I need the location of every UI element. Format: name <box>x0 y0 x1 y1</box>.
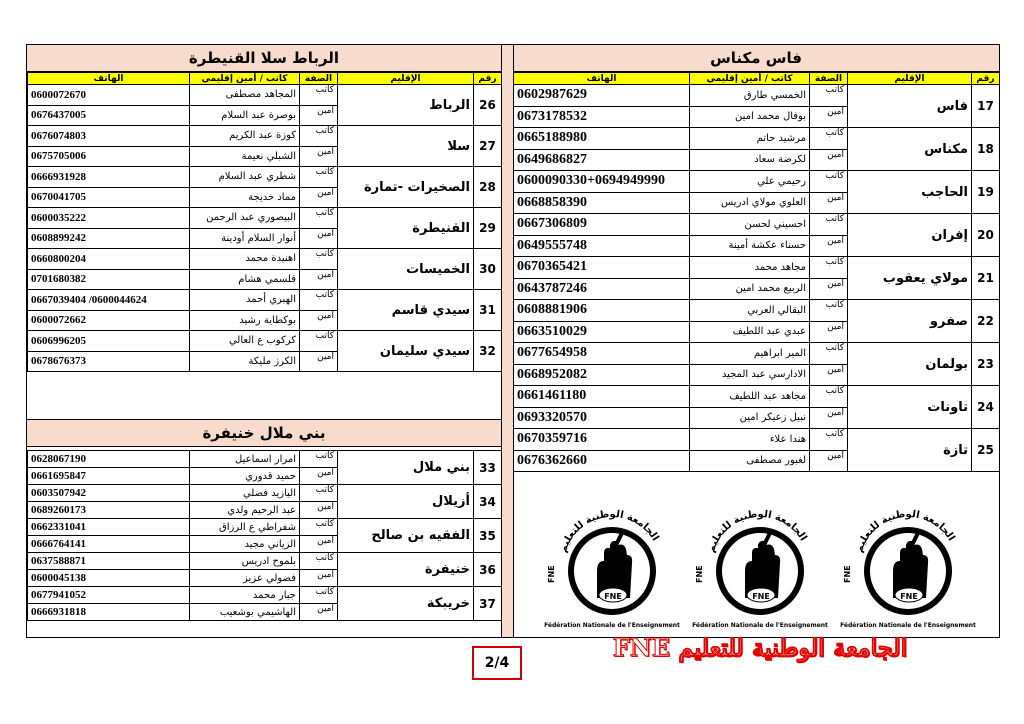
table-row <box>514 386 1000 408</box>
role-cell: كاتب <box>300 485 338 502</box>
region-name: بني ملال <box>338 451 474 485</box>
person-name: المير ابراهيم <box>690 343 810 365</box>
col-header-person: كاتب / أمين إقليمي <box>690 73 810 85</box>
phone-number: 0663510029 <box>514 321 690 343</box>
person-name: احسيني لحسن <box>690 214 810 236</box>
person-name: بوصرة عبد السلام <box>190 105 300 126</box>
fne-logo <box>690 503 830 633</box>
col-header-role: الصفة <box>300 73 338 85</box>
role-cell: كاتب <box>300 85 338 106</box>
logo-side-text: FNE <box>547 565 556 583</box>
table-row <box>28 553 502 570</box>
phone-number: 0666931928 <box>28 167 190 188</box>
role-cell: أمين <box>810 192 848 214</box>
person-name: نبيل زعيكر امين <box>690 407 810 429</box>
phone-number: 0649555748 <box>514 235 690 257</box>
phone-number: 0689260173 <box>28 502 190 519</box>
person-name: عبد الرحيم ولدي <box>190 502 300 519</box>
person-name: لكرضة سعاد <box>690 149 810 171</box>
role-cell: أمين <box>300 187 338 208</box>
role-cell: أمين <box>810 364 848 386</box>
table-row <box>28 167 502 188</box>
person-name: مجاهد عبد اللطيف <box>690 386 810 408</box>
region-number: 24 <box>972 386 1000 429</box>
person-name: الكرز مليكة <box>190 351 300 372</box>
region-number: 37 <box>474 587 502 621</box>
role-cell: أمين <box>300 468 338 485</box>
region-number: 23 <box>972 343 1000 386</box>
role-cell: أمين <box>810 450 848 472</box>
phone-number: 0666764141 <box>28 536 190 553</box>
phone-number: 0670365421 <box>514 257 690 279</box>
logo-bottom-text: Fédération Nationale de l'Enseignement <box>840 622 976 629</box>
role-cell: أمين <box>300 310 338 331</box>
region-name: بولمان <box>848 343 972 386</box>
role-cell: كاتب <box>300 290 338 311</box>
region-name: خنيفرة <box>338 553 474 587</box>
phone-number: 0677654958 <box>514 343 690 365</box>
region-name: أزيلال <box>338 485 474 519</box>
role-cell: كاتب <box>810 386 848 408</box>
phone-number: 0600072670 <box>28 85 190 106</box>
phone-number: 0668858390 <box>514 192 690 214</box>
role-cell: كاتب <box>810 171 848 193</box>
phone-number: 0606996205 <box>28 331 190 352</box>
col-header-region: الإقليم <box>848 73 972 85</box>
table-row <box>514 85 1000 107</box>
role-cell: كاتب <box>810 128 848 150</box>
phone-number: 0678676373 <box>28 351 190 372</box>
role-cell: أمين <box>300 351 338 372</box>
region-number: 34 <box>474 485 502 519</box>
logo-arc-text: الجامعة الوطنية للتعليم <box>705 508 809 555</box>
person-name: الادارسي عبد المجيد <box>690 364 810 386</box>
fne-logo <box>542 503 682 633</box>
region-name: الخميسات <box>338 249 474 290</box>
phone-number: 0660800204 <box>28 249 190 270</box>
person-name: بلموح ادريس <box>190 553 300 570</box>
role-cell: كاتب <box>300 519 338 536</box>
region-number: 28 <box>474 167 502 208</box>
region-number: 27 <box>474 126 502 167</box>
person-name: مرشيد حاتم <box>690 128 810 150</box>
role-cell: كاتب <box>810 429 848 451</box>
region-name: تاونات <box>848 386 972 429</box>
region-number: 20 <box>972 214 1000 257</box>
region-name: سيدي قاسم <box>338 290 474 331</box>
role-cell: أمين <box>810 106 848 128</box>
table-row <box>514 128 1000 150</box>
table-row <box>28 587 502 604</box>
role-cell: أمين <box>810 235 848 257</box>
table-row <box>514 257 1000 279</box>
role-cell: أمين <box>300 105 338 126</box>
person-name: رحيمي علي <box>690 171 810 193</box>
person-name: الخمسي طارق <box>690 85 810 107</box>
phone-number: 0662331041 <box>28 519 190 536</box>
person-name: جبار محمد <box>190 587 300 604</box>
fne-logo-graphic <box>690 503 830 633</box>
phone-number: 0666931818 <box>28 604 190 621</box>
person-name: شطري عبد السلام <box>190 167 300 188</box>
phone-number: 0649686827 <box>514 149 690 171</box>
region-name: القنيطرة <box>338 208 474 249</box>
role-cell: أمين <box>300 604 338 621</box>
phone-number: 0608899242 <box>28 228 190 249</box>
person-name: امرار اسماعيل <box>190 451 300 468</box>
person-name: البيصوري عبد الرحمن <box>190 208 300 229</box>
logo-badge-text: FNE <box>752 592 770 601</box>
region-name: مولاي يعقوب <box>848 257 972 300</box>
phone-number: 0600072662 <box>28 310 190 331</box>
logo-badge-text: FNE <box>604 592 622 601</box>
phone-number: 0673178532 <box>514 106 690 128</box>
role-cell: كاتب <box>300 126 338 147</box>
region-name: الرباط <box>338 85 474 126</box>
phone-number: 0667306809 <box>514 214 690 236</box>
role-cell: كاتب <box>300 208 338 229</box>
person-name: الهاشيمي بوشعيب <box>190 604 300 621</box>
fne-logo <box>838 503 978 633</box>
region-name: فاس <box>848 85 972 128</box>
region-number: 33 <box>474 451 502 485</box>
table-row <box>28 331 502 352</box>
region-number: 35 <box>474 519 502 553</box>
phone-number: 0628067190 <box>28 451 190 468</box>
logo-arc-text: الجامعة الوطنية للتعليم <box>557 508 661 555</box>
role-cell: كاتب <box>300 167 338 188</box>
person-name: المجاهد مصطفى <box>190 85 300 106</box>
phone-number: 0665188980 <box>514 128 690 150</box>
role-cell: أمين <box>810 407 848 429</box>
person-name: بوفال محمد امين <box>690 106 810 128</box>
logo-bottom-text: Fédération Nationale de l'Enseignement <box>692 622 828 629</box>
phone-number: 0661695847 <box>28 468 190 485</box>
table-row <box>28 519 502 536</box>
role-cell: كاتب <box>810 214 848 236</box>
phone-number: 0693320570 <box>514 407 690 429</box>
region-number: 21 <box>972 257 1000 300</box>
panel-title: الرباط سلا القنيطرة <box>27 45 501 72</box>
person-name: البقالي العربي <box>690 300 810 322</box>
table-row <box>28 208 502 229</box>
region-number: 31 <box>474 290 502 331</box>
col-header-region: الإقليم <box>338 73 474 85</box>
role-cell: أمين <box>300 146 338 167</box>
role-cell: أمين <box>300 228 338 249</box>
person-name: كوزة عبد الكريم <box>190 126 300 147</box>
role-cell: أمين <box>300 269 338 290</box>
phone-number: 0600090330+0694949990 <box>514 171 690 193</box>
table-row <box>28 126 502 147</box>
phone-number: 0675705006 <box>28 146 190 167</box>
panel-title: بني ملال خنيفرة <box>27 419 501 447</box>
region-name: إفران <box>848 214 972 257</box>
table-row <box>514 214 1000 236</box>
person-name: قلسمي هشام <box>190 269 300 290</box>
region-number: 32 <box>474 331 502 372</box>
fne-logo-graphic <box>542 503 682 633</box>
person-name: مماد خديجة <box>190 187 300 208</box>
role-cell: كاتب <box>810 343 848 365</box>
panel-title: فاس مكناس <box>513 45 999 72</box>
region-number: 18 <box>972 128 1000 171</box>
logo-badge-text: FNE <box>900 592 918 601</box>
table-row <box>28 85 502 106</box>
person-name: اليازيد فضلي <box>190 485 300 502</box>
region-number: 30 <box>474 249 502 290</box>
region-number: 26 <box>474 85 502 126</box>
col-header-phone: الهاتف <box>28 73 190 85</box>
region-name: مكناس <box>848 128 972 171</box>
person-name: فضولي عزيز <box>190 570 300 587</box>
table-row <box>514 300 1000 322</box>
region-name: الصخيرات -تمارة <box>338 167 474 208</box>
fne-logo-graphic <box>838 503 978 633</box>
region-name: تازة <box>848 429 972 472</box>
person-name: اهنيدة محمد <box>190 249 300 270</box>
contacts-table-fes-meknes <box>513 72 1000 472</box>
role-cell: أمين <box>810 321 848 343</box>
role-cell: كاتب <box>300 249 338 270</box>
table-row <box>514 429 1000 451</box>
phone-number: 0602987629 <box>514 85 690 107</box>
region-number: 36 <box>474 553 502 587</box>
region-name: خريبكة <box>338 587 474 621</box>
table-row <box>28 485 502 502</box>
role-cell: كاتب <box>810 300 848 322</box>
panel-rabat-sale-kenitra <box>26 44 502 638</box>
person-name: الربيع محمد امين <box>690 278 810 300</box>
phone-number: 0608881906 <box>514 300 690 322</box>
phone-number: 0603507942 <box>28 485 190 502</box>
col-header-num: رقم <box>474 73 502 85</box>
region-number: 19 <box>972 171 1000 214</box>
region-name: صفرو <box>848 300 972 343</box>
person-name: بوكطاية رشيد <box>190 310 300 331</box>
person-name: الزياني مجيد <box>190 536 300 553</box>
phone-number: 0600045138 <box>28 570 190 587</box>
person-name: الهبري أحمد <box>190 290 300 311</box>
phone-number: 0701680382 <box>28 269 190 290</box>
role-cell: كاتب <box>810 85 848 107</box>
col-header-role: الصفة <box>810 73 848 85</box>
phone-number: 0661461180 <box>514 386 690 408</box>
phone-number: 0670359716 <box>514 429 690 451</box>
col-header-person: كاتب / أمين إقليمي <box>190 73 300 85</box>
phone-number: 0668952082 <box>514 364 690 386</box>
region-number: 29 <box>474 208 502 249</box>
role-cell: أمين <box>300 536 338 553</box>
phone-number: 0637588871 <box>28 553 190 570</box>
person-name: حسناء عكشة أمينة <box>690 235 810 257</box>
role-cell: أمين <box>300 570 338 587</box>
logo-bottom-text: Fédération Nationale de l'Enseignement <box>544 622 680 629</box>
person-name: هندا علاء <box>690 429 810 451</box>
col-header-num: رقم <box>972 73 1000 85</box>
role-cell: أمين <box>810 149 848 171</box>
table-row <box>28 290 502 311</box>
contacts-table-beni-mellal <box>27 450 502 621</box>
person-name: أنوار السلام أودينة <box>190 228 300 249</box>
phone-number: 0676362660 <box>514 450 690 472</box>
phone-number: 0667039404 /0600044624 <box>28 290 190 311</box>
region-name: الحاجب <box>848 171 972 214</box>
role-cell: كاتب <box>300 331 338 352</box>
person-name: مجاهد محمد <box>690 257 810 279</box>
phone-number: 0676074803 <box>28 126 190 147</box>
table-row <box>28 451 502 468</box>
phone-number: 0643787246 <box>514 278 690 300</box>
person-name: شفراطي ع الرزاق <box>190 519 300 536</box>
contacts-table-rabat <box>27 72 502 372</box>
role-cell: كاتب <box>300 587 338 604</box>
region-name: الفقيه بن صالح <box>338 519 474 553</box>
table-row <box>514 171 1000 193</box>
person-name: حميد قدوري <box>190 468 300 485</box>
logo-arc-text: الجامعة الوطنية للتعليم <box>853 508 957 555</box>
region-number: 17 <box>972 85 1000 128</box>
page-gutter <box>500 44 514 638</box>
person-name: لغبور مصطفى <box>690 450 810 472</box>
person-name: الشبلي نعيمة <box>190 146 300 167</box>
table-row <box>514 343 1000 365</box>
table-row <box>28 249 502 270</box>
role-cell: كاتب <box>810 257 848 279</box>
role-cell: أمين <box>810 278 848 300</box>
phone-number: 0670041705 <box>28 187 190 208</box>
region-name: سيدي سليمان <box>338 331 474 372</box>
logo-side-text: FNE <box>695 565 704 583</box>
region-number: 25 <box>972 429 1000 472</box>
region-number: 22 <box>972 300 1000 343</box>
region-name: سلا <box>338 126 474 167</box>
role-cell: أمين <box>300 502 338 519</box>
phone-number: 0600035222 <box>28 208 190 229</box>
logo-side-text: FNE <box>843 565 852 583</box>
page-number: 2/4 <box>472 646 522 680</box>
person-name: عبدي عبد اللطيف <box>690 321 810 343</box>
phone-number: 0677941052 <box>28 587 190 604</box>
person-name: العلوي مولاي ادريس <box>690 192 810 214</box>
col-header-phone: الهاتف <box>514 73 690 85</box>
phone-number: 0676437005 <box>28 105 190 126</box>
role-cell: كاتب <box>300 553 338 570</box>
person-name: كركوب ع العالي <box>190 331 300 352</box>
role-cell: كاتب <box>300 451 338 468</box>
fne-footer-text: الجامعة الوطنية للتعليم FNE <box>612 633 908 662</box>
